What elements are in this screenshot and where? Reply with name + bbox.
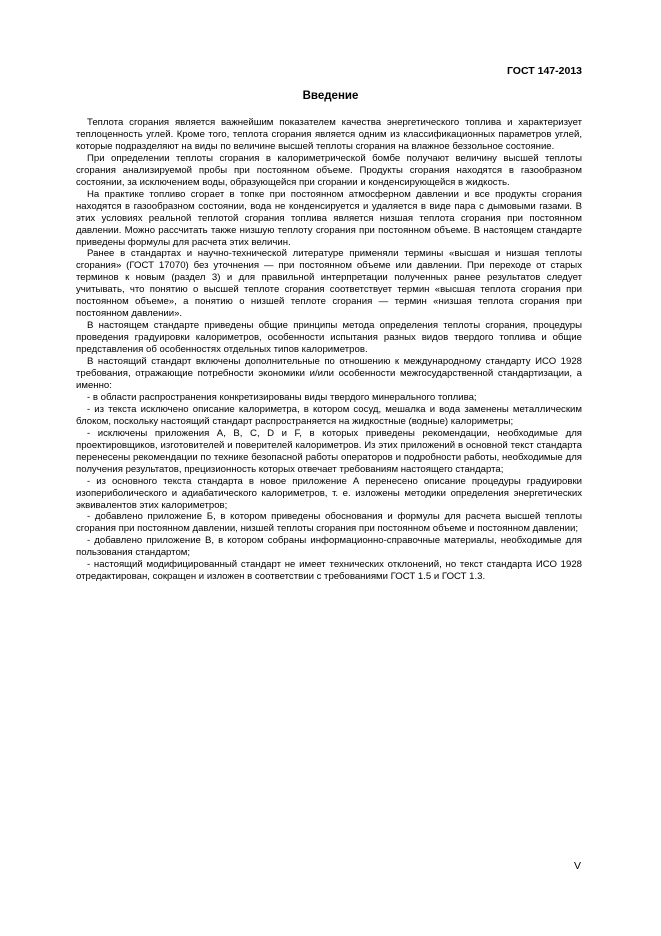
paragraph: Ранее в стандартах и научно-технической литературе применяли термины «высшая и низшая теплоты сгорания» (ГОСТ 17070) без уточнения — при постоянном объеме или давлении. При переходе от старых терминов к новым (раздел 3) и для правильной интерпретации полученных ранее результатов следует учитывать, что понятию о высшей теплоте сгорания соответствует термин «высшая теплота сгорания при постоянном объеме», а понятию о низшей теплоте сгорания — термин «низшая теплота сгорания при постоянном давлении». (76, 248, 582, 320)
paragraph: На практике топливо сгорает в топке при постоянном атмосферном давлении и все продукты сгорания находятся в газообразном состоянии, вода не конденсируется и удаляется в виде пара с дымовыми газами. В этих условиях реальной теплотой сгорания топлива является низшая теплота сгорания при постоянном давлении. Можно рассчитать также низшую теплоту сгорания при постоянном объеме. В настоящем стандарте приведены формулы для расчета этих величин. (76, 188, 582, 248)
paragraph: Теплота сгорания является важнейшим показателем качества энергетического топлива и характеризует теплоценность углей. Кроме того, теплота сгорания является одним из классификационных параметров углей, которые подразделяют на виды по величине высшей теплоты сгорания на влажное беззольное состояние. (76, 117, 582, 152)
page-number: V (573, 860, 581, 872)
list-item: - из основного текста стандарта в новое приложение А перенесено описание процедуры градуировки изопериболического и адиабатического калориметров, т. е. изложены методики определения энергетических эквивалентов этих калориметров; (76, 475, 582, 511)
paragraph: В настоящий стандарт включены дополнительные по отношению к международному стандарту ИСО 1928 требования, отражающие потребности экономики и/или особенности межгосударственной стандартизации, а именно: (76, 356, 582, 391)
standard-code: ГОСТ 147-2013 (506, 65, 582, 77)
list-item: - в области распространения конкретизированы виды твердого минерального топлива; (87, 391, 477, 403)
list-item: - добавлено приложение В, в котором собраны информационно-справочные материалы, необходимые для пользования стандартом; (76, 535, 582, 559)
page-title: Введение (302, 90, 359, 102)
list-item: - из текста исключено описание калориметра, в котором сосуд, мешалка и вода заменены металлическим блоком, поскольку настоящий стандарт распространяется на жидкостные (водные) калориметры; (76, 403, 582, 427)
paragraph: При определении теплоты сгорания в калориметрической бомбе получают величину высшей теплоты сгорания анализируемой пробы при постоянном объеме. Продукты сгорания находятся в газообразном состоянии, за исключением воды, образующейся при сгорании и конденсирующейся в жидкость. (76, 152, 582, 188)
body-text (76, 117, 582, 583)
list-item: - исключены приложения А, В, С, D и F, в которых приведены рекомендации, необходимые для проектировщиков, изготовителей и поверителей калориметров. Из этих приложений в основной текст стандарта перенесены рекомендации по технике безопасной работы операторов и подробности работы, необходимые для получения результатов, прецизионность которых отвечает требованиям настоящего стандарта; (76, 427, 582, 475)
list-item: - настоящий модифицированный стандарт не имеет технических отклонений, но текст стандарта ИСО 1928 отредактирован, сокращен и изложен в соответствии с требованиями ГОСТ 1.5 и ГОСТ 1.3. (76, 559, 582, 583)
list-item: - добавлено приложение Б, в котором приведены обоснования и формулы для расчета высшей теплоты сгорания при постоянном давлении, низшей теплоты сгорания при постоянном объеме и постоянном давлении; (76, 511, 582, 535)
paragraph: В настоящем стандарте приведены общие принципы метода определения теплоты сгорания, процедуры проведения градуировки калориметров, особенности испытания разных видов твердого топлива и общие представления об особенностях отдельных типов калориметров. (76, 320, 582, 356)
